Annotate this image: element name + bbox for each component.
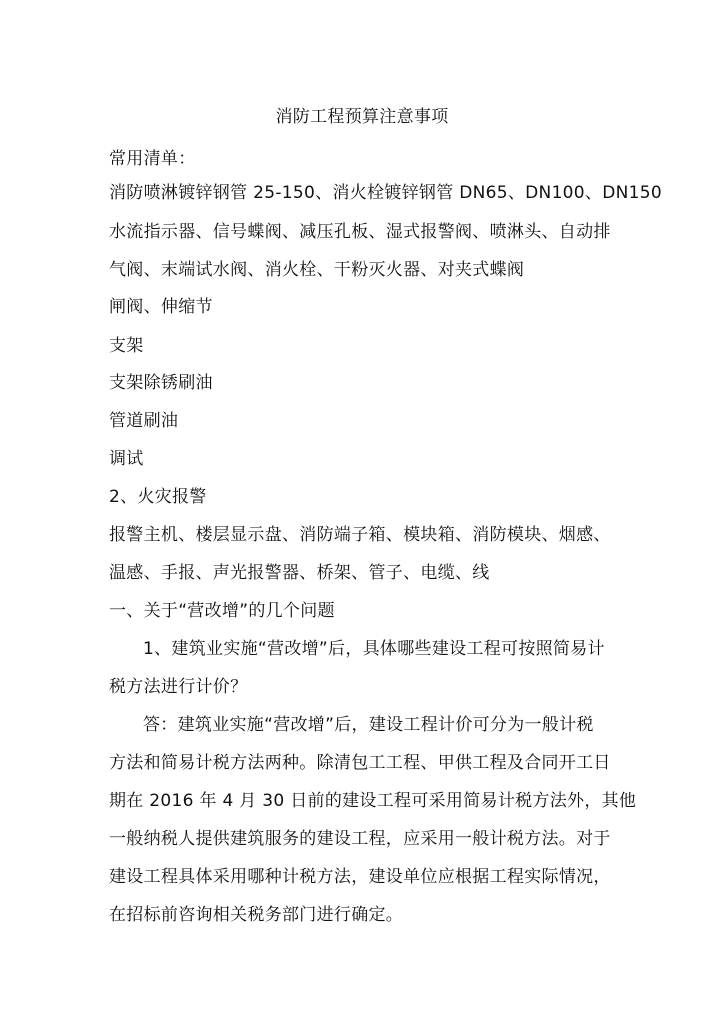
text-line: 一、关于“营改增”的几个问题	[109, 601, 335, 621]
text-line: 1、建筑业实施“营改增”后，具体哪些建设工程可按照简易计	[143, 639, 605, 659]
text-line: 2、火灾报警	[109, 487, 207, 507]
text-line: 管道刷油	[109, 411, 179, 431]
text-line: 支架除锈刷油	[109, 373, 213, 393]
text-line: 支架	[109, 336, 144, 356]
text-line: 在招标前咨询相关税务部门进行确定。	[109, 905, 404, 925]
text-line: 消防喷淋镀锌钢管 25-150、消火栓镀锌钢管 DN65、DN100、DN150	[109, 183, 662, 203]
text-line: 气阀、末端试水阀、消火栓、干粉灭火器、对夹式蝶阀	[109, 260, 525, 280]
text-line: 常用清单：	[109, 149, 196, 169]
text-line: 建设工程具体采用哪种计税方法，建设单位应根据工程实际情况，	[109, 867, 611, 887]
text-line: 答：建筑业实施“营改增”后，建设工程计价可分为一般计税	[143, 715, 594, 735]
text-line: 税方法进行计价？	[109, 677, 248, 697]
text-line: 闸阀、伸缩节	[109, 297, 213, 317]
text-line: 期在 2016 年 4 月 30 日前的建设工程可采用简易计税方法外，其他	[109, 791, 637, 811]
text-line: 水流指示器、信号蝶阀、减压孔板、湿式报警阀、喷淋头、自动排	[109, 222, 611, 242]
text-line: 调试	[109, 449, 144, 469]
text-line: 方法和简易计税方法两种。除清包工工程、甲供工程及合同开工日	[109, 753, 611, 773]
document-title: 消防工程预算注意事项	[275, 107, 449, 127]
text-line: 温感、手报、声光报警器、桥架、管子、电缆、线	[109, 563, 490, 583]
text-line: 一般纳税人提供建筑服务的建设工程，应采用一般计税方法。对于	[109, 829, 611, 849]
text-line: 报警主机、楼层显示盘、消防端子箱、模块箱、消防模块、烟感、	[109, 525, 611, 545]
